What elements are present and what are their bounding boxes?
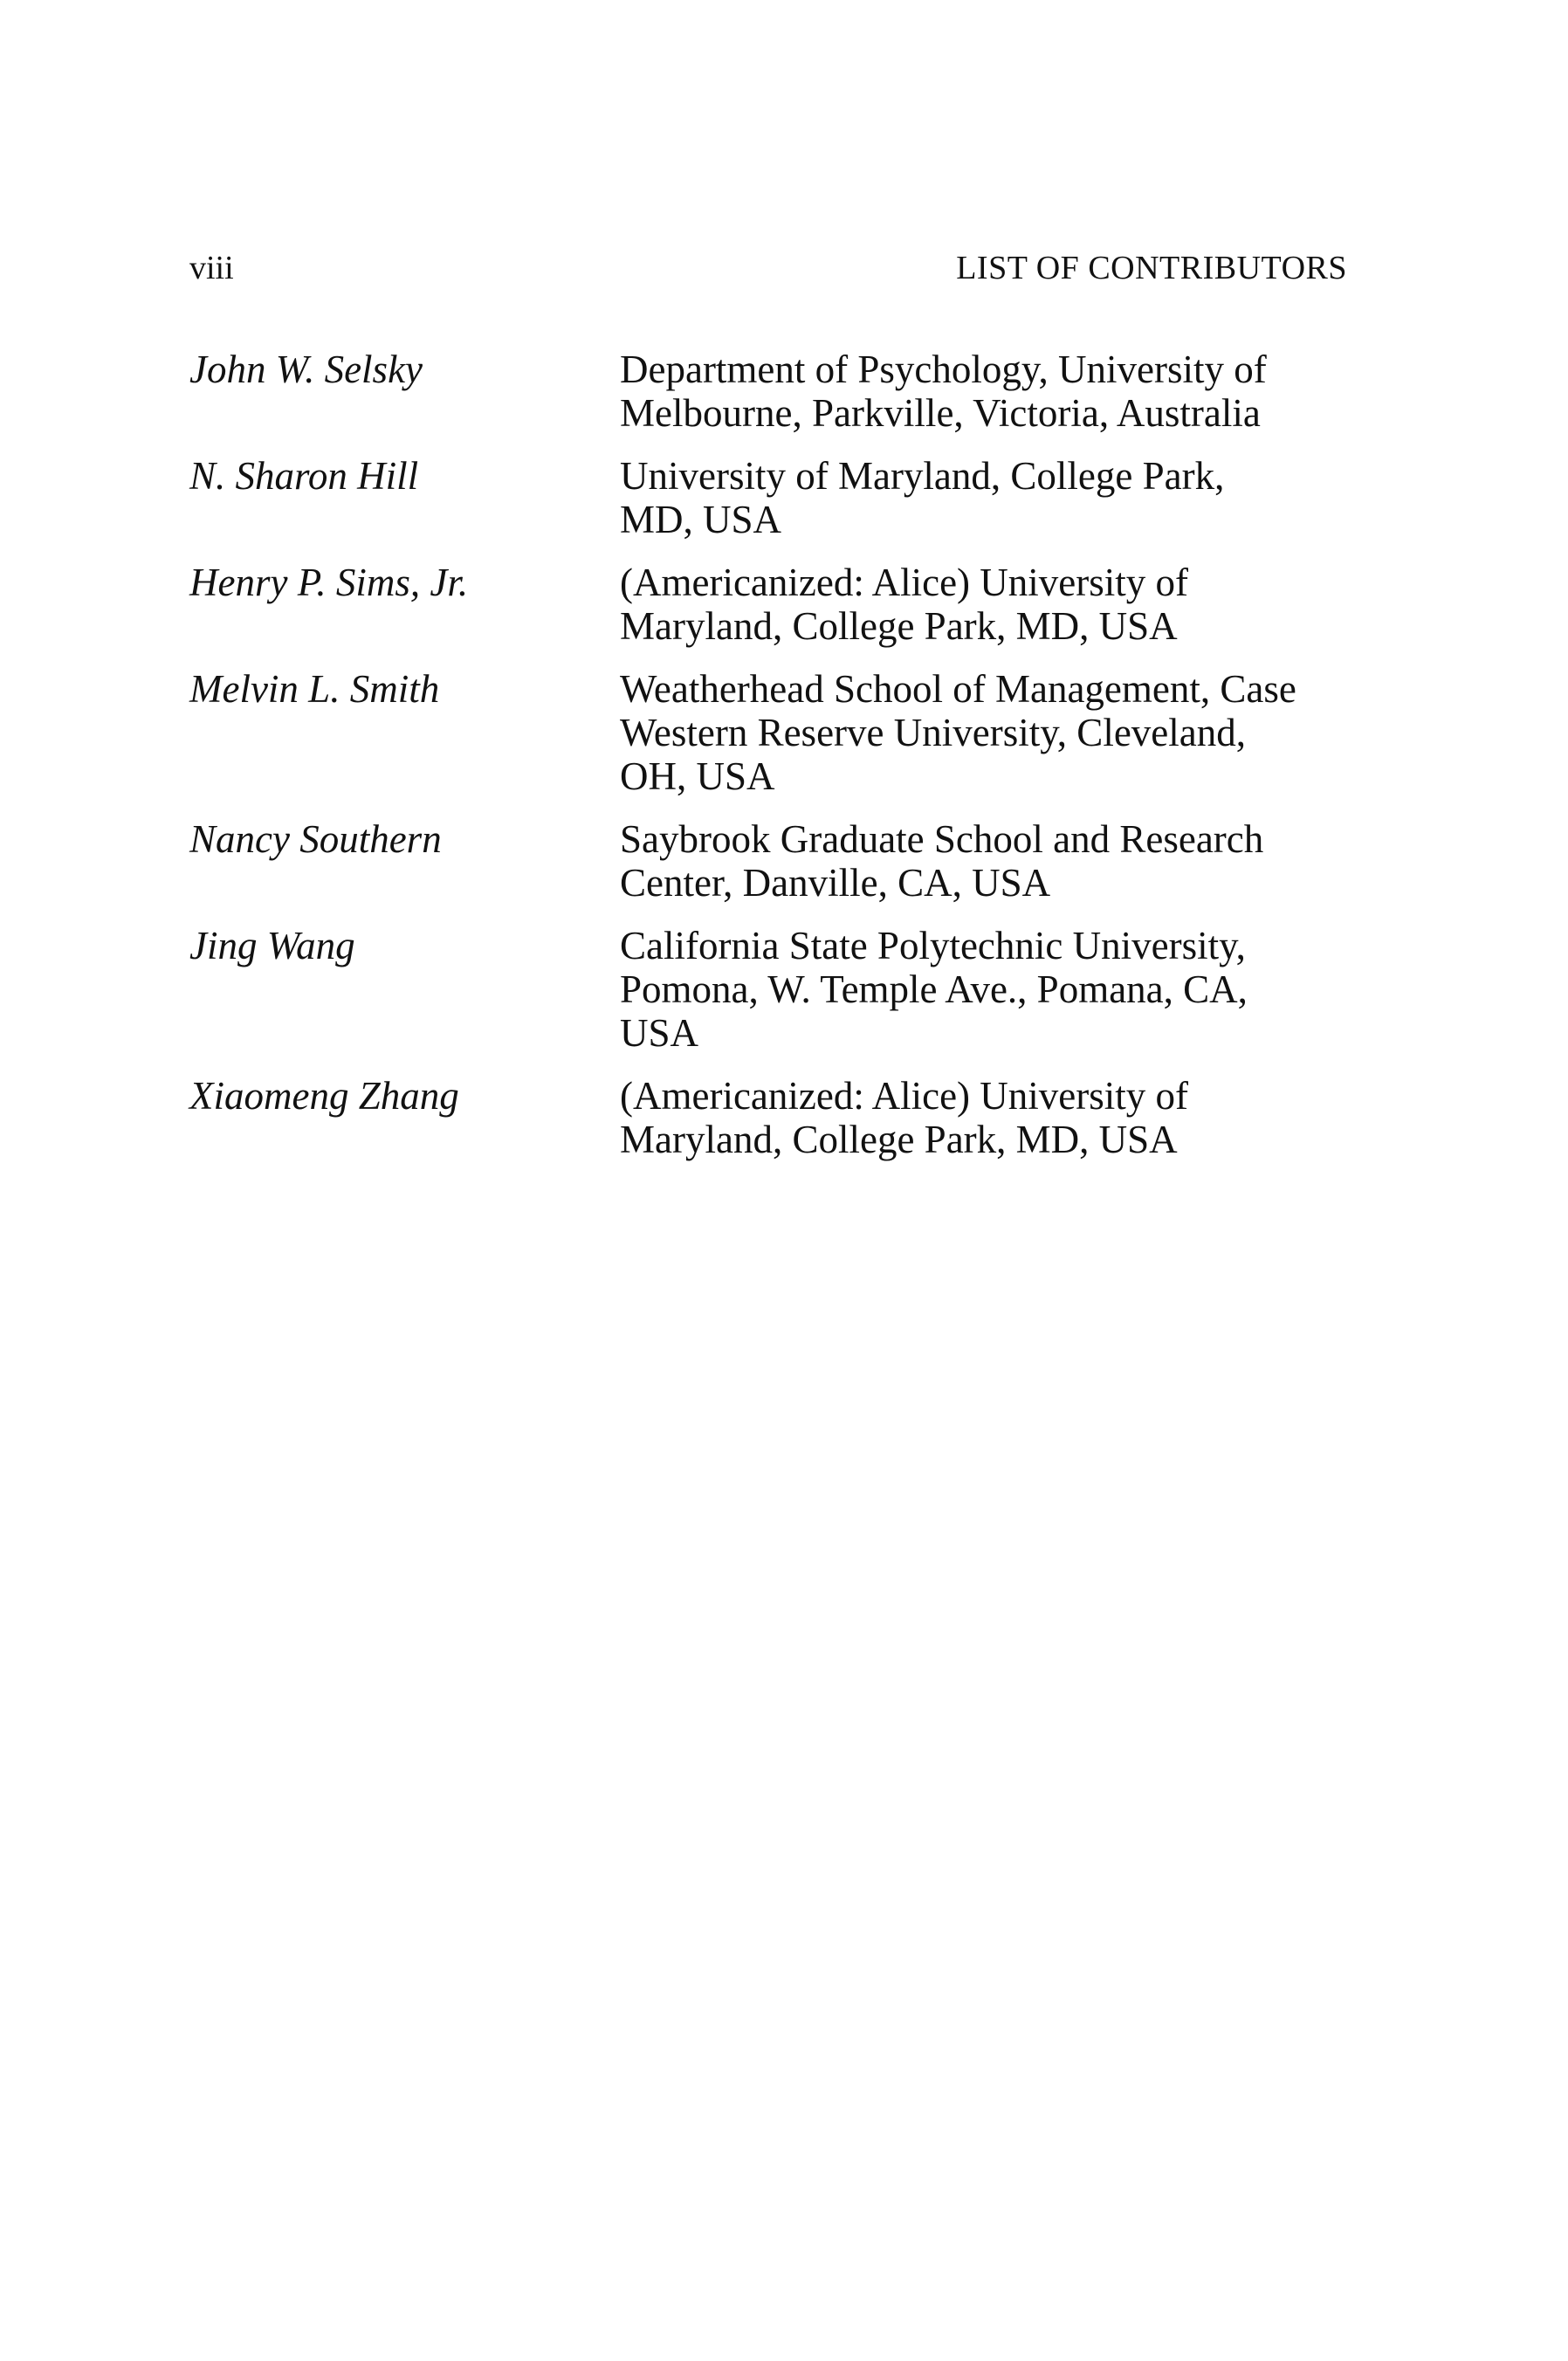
affiliation-line: Department of Psychology, University of [620,348,1267,391]
contributor-name: Jing Wang [189,924,355,967]
contributor-affiliation [620,454,1347,541]
affiliation-line: Maryland, College Park, MD, USA [620,604,1178,648]
contributor-affiliation [620,1074,1347,1161]
contributor-name: John W. Selsky [189,348,423,391]
contributor-affiliation [620,667,1347,798]
contributor-name: Melvin L. Smith [189,667,440,711]
contributor-name: Henry P. Sims, Jr. [189,561,469,604]
affiliation-line: OH, USA [620,754,775,798]
affiliation-line: MD, USA [620,498,782,541]
contributor-affiliation [620,561,1347,648]
contributor-name: N. Sharon Hill [189,454,419,498]
section-title: LIST OF CONTRIBUTORS [956,250,1347,286]
contributor-entry [189,817,1347,905]
contributor-entry [189,667,1347,798]
affiliation-line: Pomona, W. Temple Ave., Pomana, CA, [620,967,1248,1011]
contributor-entry [189,454,1347,541]
contributor-affiliation [620,924,1347,1055]
contributor-entry [189,561,1347,648]
affiliation-line: Melbourne, Parkville, Victoria, Australia [620,391,1261,435]
affiliation-line: Weatherhead School of Management, Case [620,667,1296,711]
contributor-entry [189,1074,1347,1161]
running-head [189,246,1347,290]
contributor-entry [189,924,1347,1055]
contributor-entry [189,348,1347,435]
affiliation-line: Saybrook Graduate School and Research [620,817,1264,861]
contributors-list [189,348,1347,1180]
affiliation-line: California State Polytechnic University, [620,924,1246,967]
affiliation-line: (Americanized: Alice) University of [620,1074,1189,1118]
affiliation-line: (Americanized: Alice) University of [620,561,1189,604]
affiliation-line: Center, Danville, CA, USA [620,861,1051,905]
contributor-affiliation [620,817,1347,905]
page-number: viii [189,250,234,286]
affiliation-line: Maryland, College Park, MD, USA [620,1118,1178,1161]
contributor-affiliation [620,348,1347,435]
affiliation-line: USA [620,1011,699,1055]
contributor-name: Xiaomeng Zhang [189,1074,459,1118]
affiliation-line: University of Maryland, College Park, [620,454,1225,498]
affiliation-line: Western Reserve University, Cleveland, [620,711,1246,754]
contributor-name: Nancy Southern [189,817,442,861]
